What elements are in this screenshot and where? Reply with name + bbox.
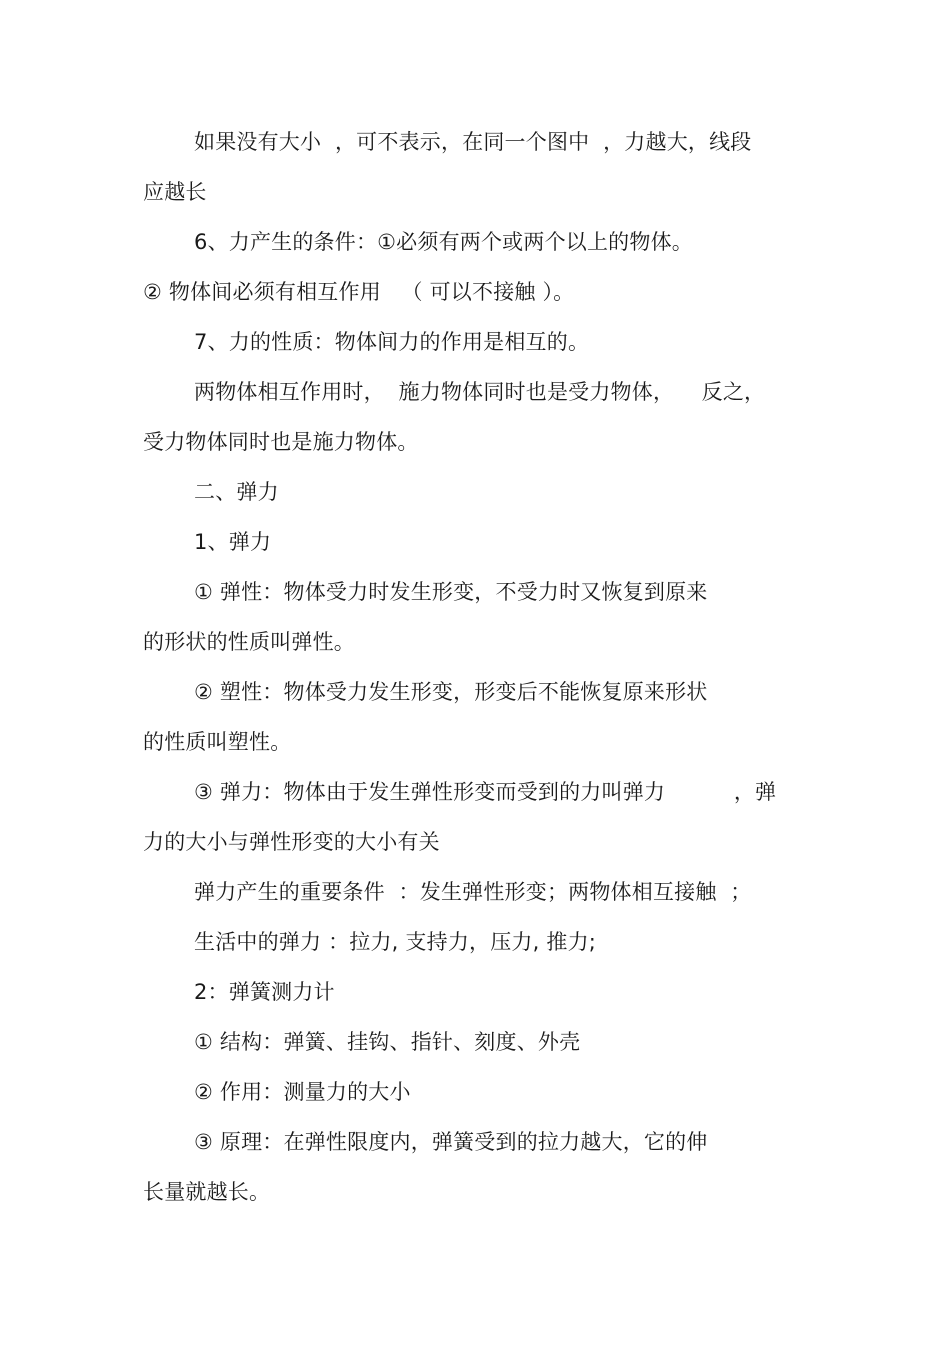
paragraph-line: 生活中的弹力 ：拉力, 支持力，压力, 推力;: [194, 930, 597, 954]
paragraph-line: 7、力的性质：物体间力的作用是相互的。: [194, 330, 590, 354]
paragraph-line: 应越长: [143, 180, 207, 204]
paragraph-line: ③ 弹力：物体由于发生弹性形变而受到的力叫弹力 ，弹: [194, 780, 777, 804]
subsection-heading: 1、弹力: [194, 530, 272, 554]
paragraph-line: 力的大小与弹性形变的大小有关: [143, 830, 440, 854]
subsection-heading: 2：弹簧测力计: [194, 980, 335, 1004]
paragraph-line: ② 塑性：物体受力发生形变，形变后不能恢复原来形状: [194, 680, 708, 704]
paragraph-line: ③ 原理：在弹性限度内，弹簧受到的拉力越大，它的伸: [194, 1130, 708, 1154]
paragraph-line: 长量就越长。: [143, 1180, 271, 1204]
paragraph-line: ① 结构：弹簧、挂钩、指针、刻度、外壳: [194, 1030, 581, 1054]
paragraph-line: 的性质叫塑性。: [143, 730, 292, 754]
paragraph-line: 弹力产生的重要条件 ：发生弹性形变；两物体相互接触 ；: [194, 880, 752, 904]
paragraph-line: 两物体相互作用时， 施力物体同时也是受力物体， 反之，: [194, 380, 766, 404]
paragraph-line: 的形状的性质叫弹性。: [143, 630, 355, 654]
paragraph-line: 6、力产生的条件：①必须有两个或两个以上的物体。: [194, 230, 693, 254]
paragraph-line: ① 弹性：物体受力时发生形变，不受力时又恢复到原来: [194, 580, 708, 604]
paragraph-line: ② 作用：测量力的大小: [194, 1080, 411, 1104]
paragraph-line: ② 物体间必须有相互作用 （ 可以不接触 ）。: [143, 280, 575, 304]
section-heading: 二、弹力: [194, 480, 279, 504]
paragraph-line: 受力物体同时也是施力物体。: [143, 430, 419, 454]
paragraph-line: 如果没有大小 ，可不表示，在同一个图中 ，力越大，线段: [194, 130, 752, 154]
